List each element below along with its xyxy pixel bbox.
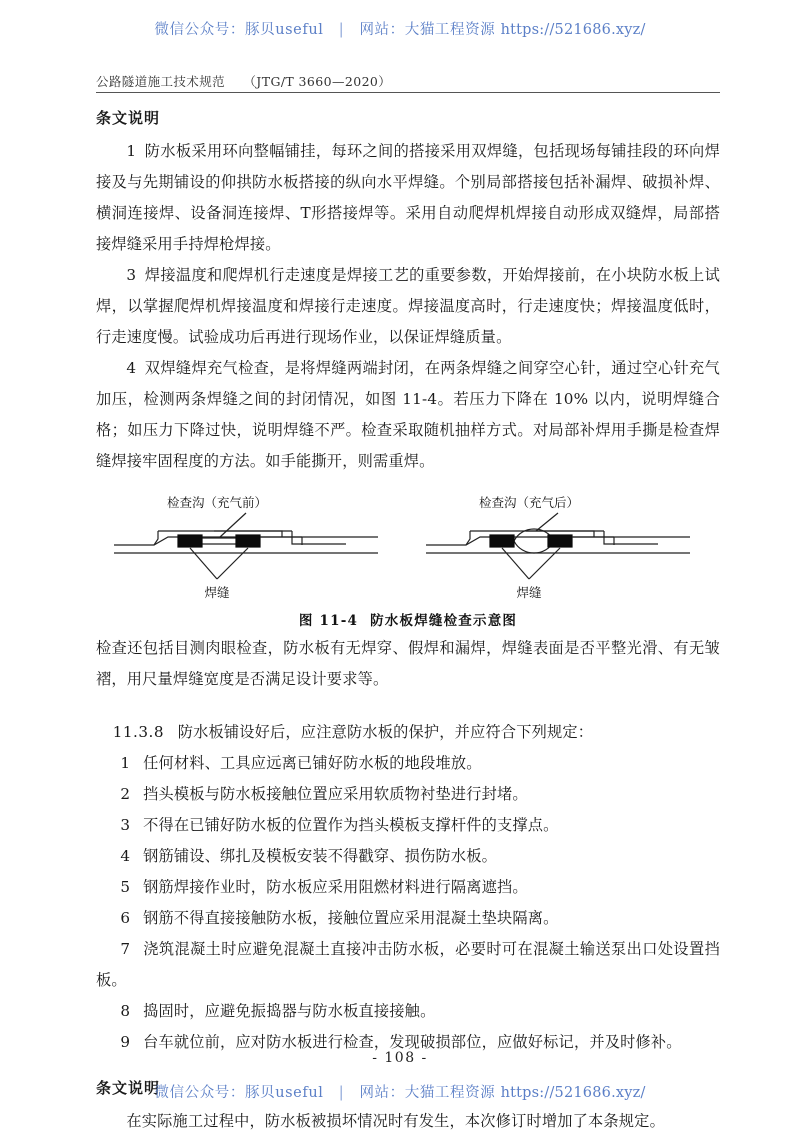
list-item-number: 7 [120,940,131,958]
section-heading-explanation-2: 条文说明 [96,1079,161,1097]
watermark-url: https://521686.xyz/ [500,1085,646,1101]
list-item-number: 1 [120,754,131,772]
clause-text: 防水板铺设好后，应注意防水板的保护，并应符合下列规定： [177,723,594,741]
running-head [96,72,720,90]
watermark-wechat-label: 微信公众号：豚贝useful [154,22,324,38]
clause-item-list [96,748,720,1058]
figure-left-bottom-label: 焊缝 [204,585,230,600]
after-figure-paragraph: 检查还包括目测肉眼检查，防水板有无焊穿、假焊和漏焊，焊缝表面是否平整光滑、有无皱褶，用尺量焊缝宽度是否满足设计要求等。 [96,639,720,688]
figure-canvas [96,493,720,605]
watermark-separator: | [338,1085,345,1101]
list-item [96,903,720,934]
figure-right-top-label: 检查沟（充气后） [478,495,580,510]
figure-caption-number: 图 11-4 [298,613,359,629]
watermark-top [0,18,800,39]
paragraph-number-4: 4 [126,359,137,377]
page-content [96,106,720,1137]
explanation-paragraph-3 [96,260,720,353]
section-heading-explanation-1: 条文说明 [96,109,161,127]
waterproof-membrane-weld-inspection-diagram [96,493,720,605]
paragraph-text-4: 双焊缝焊充气检查，是将焊缝两端封闭，在两条焊缝之间穿空心针，通过空心针充气加压，检测两条焊缝之间的封闭情况，如图 11-4。若压力下降在 10% 以内，说明焊缝合格；如压力下降过快，说明焊缝不严。检查采取随机抽样方式。对局部补焊用手撕是检查焊缝焊接牢固程度的方法。如手能撕开，则需重焊。 [96,359,720,470]
paragraph-number-3: 3 [126,266,137,284]
list-item-text: 钢筋铺设、绑扎及模板安装不得戳穿、损伤防水板。 [143,847,498,865]
paragraph-text-3: 焊接温度和爬焊机行走速度是焊接工艺的重要参数，开始焊接前，在小块防水板上试焊，以掌握爬焊机焊接温度和焊接行走速度。焊接温度高时，行走速度快；焊接温度低时，行走速度慢。试验成功后再进行现场作业，以保证焊缝质量。 [96,266,720,346]
list-item-text: 挡头模板与防水板接触位置应采用软质物衬垫进行封堵。 [143,785,528,803]
figure-caption [96,609,720,629]
list-item-text: 捣固时，应避免振捣器与防水板直接接触。 [143,1002,436,1020]
running-head-rule [96,92,720,93]
watermark-wechat-label: 微信公众号：豚贝useful [154,1085,324,1101]
list-item [96,810,720,841]
watermark-bottom [0,1081,800,1102]
list-item-text: 钢筋不得直接接触防水板，接触位置应采用混凝土垫块隔离。 [143,909,559,927]
list-item [96,872,720,903]
list-item-number: 8 [120,1002,131,1020]
explanation-2-paragraph: 在实际施工过程中，防水板被损坏情况时有发生，本次修订时增加了本条规定。 [126,1112,665,1130]
watermark-site-label: 网站：大猫工程资源 [359,1085,496,1101]
figure-left-top-label: 检查沟（充气前） [166,495,268,510]
list-item-text: 台车就位前，应对防水板进行检查，发现破损部位，应做好标记，并及时修补。 [143,1033,682,1051]
list-item [96,748,720,779]
list-item [96,996,720,1027]
list-item-text: 浇筑混凝土时应避免混凝土直接冲击防水板，必要时可在混凝土输送泵出口处设置挡板。 [96,940,720,989]
watermark-site-label: 网站：大猫工程资源 [359,22,496,38]
explanation-paragraph-1 [96,136,720,260]
figure-11-4 [96,493,720,629]
watermark-url: https://521686.xyz/ [500,22,646,38]
list-item-number: 5 [120,878,131,896]
list-item [96,779,720,810]
paragraph-text-1: 防水板采用环向整幅铺挂，每环之间的搭接采用双焊缝，包括现场每铺挂段的环向焊接及与先期铺设的仰拱防水板搭接的纵向水平焊缝。个别局部搭接包括补漏焊、破损补焊、横洞连接焊、设备洞连接焊、T形搭接焊等。采用自动爬焊机焊接自动形成双缝焊，局部搭接焊缝采用手持焊枪焊接。 [96,142,720,253]
figure-caption-text: 防水板焊缝检查示意图 [370,613,518,629]
page-number: - 108 - [372,1050,428,1066]
clause-number: 11.3.8 [112,723,165,741]
list-item-number: 4 [120,847,131,865]
clause-heading-11-3-8 [96,717,720,748]
running-head-title: 公路隧道施工技术规范 [96,74,226,89]
list-item [96,841,720,872]
list-item-number: 3 [120,816,131,834]
list-item-number: 2 [120,785,131,803]
explanation-paragraph-4 [96,353,720,477]
list-item-text: 任何材料、工具应远离已铺好防水板的地段堆放。 [143,754,482,772]
list-item [96,934,720,996]
list-item-number: 9 [120,1033,131,1051]
running-head-standard-number: （JTG/T 3660—2020） [243,74,392,89]
list-item-number: 6 [120,909,131,927]
figure-right-bottom-label: 焊缝 [516,585,542,600]
paragraph-number-1: 1 [126,142,137,160]
list-item-text: 钢筋焊接作业时，防水板应采用阻燃材料进行隔离遮挡。 [143,878,528,896]
watermark-separator: | [338,22,345,38]
list-item-text: 不得在已铺好防水板的位置作为挡头模板支撑杆件的支撑点。 [143,816,559,834]
